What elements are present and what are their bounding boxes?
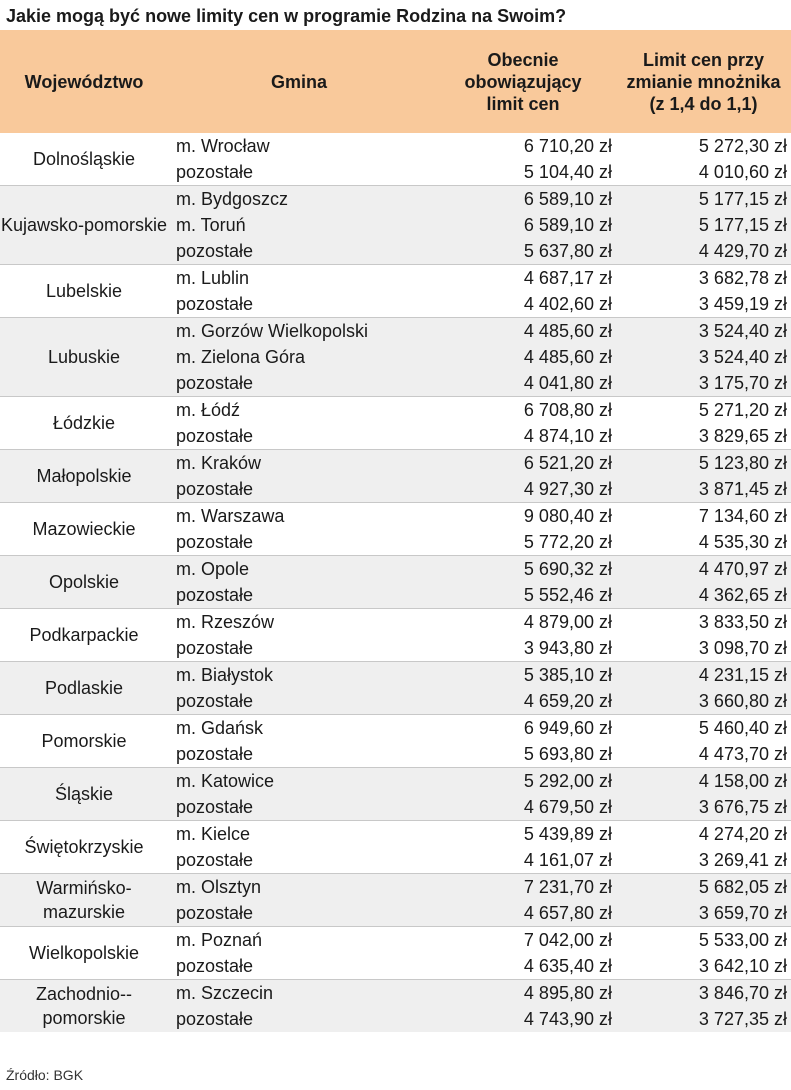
current-limit-cell: 4 485,60 zł [430,344,616,370]
current-limit-cell: 4 895,80 zł [430,980,616,1007]
new-limit-cell: 3 676,75 zł [616,794,791,821]
table-row [0,927,791,954]
gmina-cell: m. Katowice [168,768,430,795]
current-limit-cell: 5 552,46 zł [430,582,616,609]
gmina-cell: m. Opole [168,556,430,583]
gmina-cell: m. Łódź [168,397,430,424]
current-limit-cell: 6 521,20 zł [430,450,616,477]
header-obecny-limit: Obecnie obowiązujący limit cen [430,30,616,133]
table-header-row [0,30,791,133]
table-row [0,874,791,901]
new-limit-cell: 4 274,20 zł [616,821,791,848]
new-limit-cell: 4 429,70 zł [616,238,791,265]
new-limit-cell: 3 846,70 zł [616,980,791,1007]
new-limit-cell: 3 269,41 zł [616,847,791,874]
table-row [0,556,791,583]
source-note: Źródło: BGK [6,1067,84,1083]
table-row [0,133,791,159]
header-gmina: Gmina [168,30,430,133]
new-limit-cell: 3 659,70 zł [616,900,791,927]
wojewodztwo-cell: Lubelskie [0,265,168,318]
table-row [0,609,791,636]
price-limits-table [0,30,791,1032]
gmina-cell: pozostałe [168,635,430,662]
current-limit-cell: 6 589,10 zł [430,212,616,238]
current-limit-cell: 4 874,10 zł [430,423,616,450]
current-limit-cell: 4 679,50 zł [430,794,616,821]
gmina-cell: m. Wrocław [168,133,430,159]
new-limit-cell: 4 473,70 zł [616,741,791,768]
current-limit-cell: 4 659,20 zł [430,688,616,715]
current-limit-cell: 6 710,20 zł [430,133,616,159]
gmina-cell: pozostałe [168,1006,430,1032]
gmina-cell: m. Kielce [168,821,430,848]
table-row [0,768,791,795]
current-limit-cell: 4 485,60 zł [430,318,616,345]
current-limit-cell: 6 949,60 zł [430,715,616,742]
gmina-cell: m. Kraków [168,450,430,477]
table-row [0,265,791,292]
new-limit-cell: 4 010,60 zł [616,159,791,186]
new-limit-cell: 5 533,00 zł [616,927,791,954]
new-limit-cell: 3 727,35 zł [616,1006,791,1032]
gmina-cell: m. Bydgoszcz [168,186,430,213]
gmina-cell: pozostałe [168,423,430,450]
gmina-cell: m. Olsztyn [168,874,430,901]
wojewodztwo-cell: Małopolskie [0,450,168,503]
new-limit-cell: 4 158,00 zł [616,768,791,795]
current-limit-cell: 4 657,80 zł [430,900,616,927]
wojewodztwo-cell: Świętokrzyskie [0,821,168,874]
current-limit-cell: 6 589,10 zł [430,186,616,213]
page-title: Jakie mogą być nowe limity cen w programie Rodzina na Swoim? [6,6,567,26]
gmina-cell: pozostałe [168,900,430,927]
new-limit-cell: 4 362,65 zł [616,582,791,609]
wojewodztwo-cell: Opolskie [0,556,168,609]
gmina-cell: pozostałe [168,238,430,265]
current-limit-cell: 5 292,00 zł [430,768,616,795]
gmina-cell: pozostałe [168,529,430,556]
table-row [0,450,791,477]
new-limit-cell: 5 272,30 zł [616,133,791,159]
gmina-cell: m. Gdańsk [168,715,430,742]
new-limit-cell: 3 829,65 zł [616,423,791,450]
gmina-cell: m. Białystok [168,662,430,689]
gmina-cell: m. Rzeszów [168,609,430,636]
new-limit-cell: 3 682,78 zł [616,265,791,292]
current-limit-cell: 5 772,20 zł [430,529,616,556]
current-limit-cell: 4 041,80 zł [430,370,616,397]
current-limit-cell: 4 635,40 zł [430,953,616,980]
wojewodztwo-cell: Śląskie [0,768,168,821]
table-row [0,503,791,530]
wojewodztwo-cell: Podkarpackie [0,609,168,662]
gmina-cell: pozostałe [168,159,430,186]
new-limit-cell: 3 175,70 zł [616,370,791,397]
wojewodztwo-cell: Łódzkie [0,397,168,450]
current-limit-cell: 5 439,89 zł [430,821,616,848]
table-row [0,397,791,424]
wojewodztwo-cell: Warmińsko-mazurskie [0,874,168,927]
wojewodztwo-cell: Dolnośląskie [0,133,168,186]
gmina-cell: pozostałe [168,847,430,874]
new-limit-cell: 3 833,50 zł [616,609,791,636]
gmina-cell: m. Toruń [168,212,430,238]
current-limit-cell: 4 927,30 zł [430,476,616,503]
current-limit-cell: 5 104,40 zł [430,159,616,186]
header-wojewodztwo: Województwo [0,30,168,133]
current-limit-cell: 9 080,40 zł [430,503,616,530]
table-row [0,186,791,213]
gmina-cell: pozostałe [168,741,430,768]
gmina-cell: pozostałe [168,688,430,715]
new-limit-cell: 5 682,05 zł [616,874,791,901]
new-limit-cell: 5 271,20 zł [616,397,791,424]
current-limit-cell: 4 687,17 zł [430,265,616,292]
wojewodztwo-cell: Podlaskie [0,662,168,715]
new-limit-cell: 3 524,40 zł [616,318,791,345]
new-limit-cell: 5 177,15 zł [616,212,791,238]
gmina-cell: m. Lublin [168,265,430,292]
current-limit-cell: 5 637,80 zł [430,238,616,265]
header-nowy-limit: Limit cen przy zmianie mnożnika (z 1,4 do 1,1) [616,30,791,133]
table-body [0,133,791,1032]
new-limit-cell: 4 535,30 zł [616,529,791,556]
new-limit-cell: 3 871,45 zł [616,476,791,503]
new-limit-cell: 3 642,10 zł [616,953,791,980]
current-limit-cell: 5 385,10 zł [430,662,616,689]
new-limit-cell: 3 660,80 zł [616,688,791,715]
gmina-cell: m. Poznań [168,927,430,954]
table-row [0,318,791,345]
new-limit-cell: 4 231,15 zł [616,662,791,689]
wojewodztwo-cell: Zachodnio--pomorskie [0,980,168,1033]
table-row [0,715,791,742]
current-limit-cell: 7 231,70 zł [430,874,616,901]
gmina-cell: m. Zielona Góra [168,344,430,370]
table-row [0,662,791,689]
new-limit-cell: 7 134,60 zł [616,503,791,530]
new-limit-cell: 5 123,80 zł [616,450,791,477]
new-limit-cell: 3 098,70 zł [616,635,791,662]
current-limit-cell: 4 879,00 zł [430,609,616,636]
gmina-cell: pozostałe [168,370,430,397]
new-limit-cell: 5 460,40 zł [616,715,791,742]
wojewodztwo-cell: Wielkopolskie [0,927,168,980]
current-limit-cell: 7 042,00 zł [430,927,616,954]
gmina-cell: m. Gorzów Wielkopolski [168,318,430,345]
current-limit-cell: 4 161,07 zł [430,847,616,874]
gmina-cell: m. Warszawa [168,503,430,530]
current-limit-cell: 5 690,32 zł [430,556,616,583]
gmina-cell: pozostałe [168,291,430,318]
wojewodztwo-cell: Pomorskie [0,715,168,768]
gmina-cell: pozostałe [168,953,430,980]
current-limit-cell: 4 743,90 zł [430,1006,616,1032]
new-limit-cell: 4 470,97 zł [616,556,791,583]
current-limit-cell: 4 402,60 zł [430,291,616,318]
new-limit-cell: 5 177,15 zł [616,186,791,213]
new-limit-cell: 3 524,40 zł [616,344,791,370]
current-limit-cell: 5 693,80 zł [430,741,616,768]
wojewodztwo-cell: Kujawsko-pomorskie [0,186,168,265]
gmina-cell: pozostałe [168,794,430,821]
new-limit-cell: 3 459,19 zł [616,291,791,318]
table-row [0,821,791,848]
wojewodztwo-cell: Lubuskie [0,318,168,397]
gmina-cell: pozostałe [168,582,430,609]
table-row [0,980,791,1007]
gmina-cell: pozostałe [168,476,430,503]
wojewodztwo-cell: Mazowieckie [0,503,168,556]
current-limit-cell: 6 708,80 zł [430,397,616,424]
gmina-cell: m. Szczecin [168,980,430,1007]
current-limit-cell: 3 943,80 zł [430,635,616,662]
